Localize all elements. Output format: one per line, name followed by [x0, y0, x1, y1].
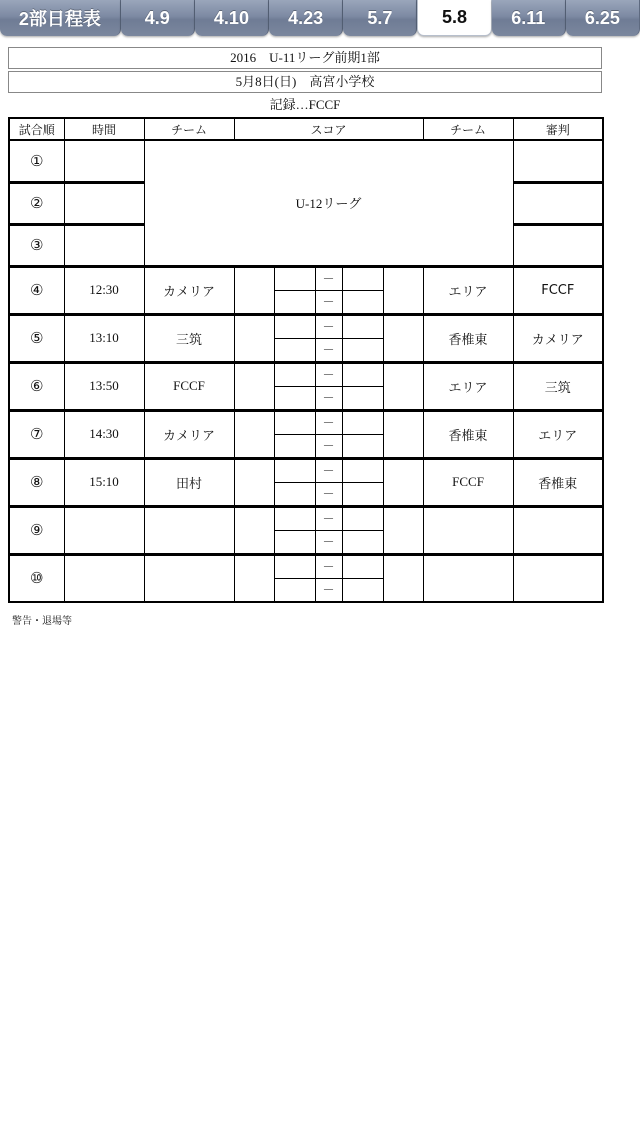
- score-a-first-half[interactable]: [274, 266, 315, 290]
- score-a-second-half[interactable]: [274, 434, 315, 458]
- league-title: 2016 U-11リーグ前期1部: [8, 47, 602, 69]
- table-row: [9, 554, 603, 578]
- score-a-second-half[interactable]: [274, 578, 315, 602]
- score-b-first-half[interactable]: [342, 362, 383, 386]
- score-team-a-total[interactable]: [234, 266, 274, 314]
- score-a-first-half[interactable]: [274, 362, 315, 386]
- score-team-a-total[interactable]: [234, 506, 274, 554]
- match-team-a: [144, 554, 234, 602]
- match-time: [64, 140, 144, 182]
- match-team-a: [144, 506, 234, 554]
- schedule-tab-bar: [0, 0, 640, 38]
- score-team-b-total[interactable]: [383, 410, 423, 458]
- score-team-a-total[interactable]: [234, 554, 274, 602]
- table-row: [9, 410, 603, 434]
- score-a-second-half[interactable]: [274, 482, 315, 506]
- header-team-b: チーム: [423, 118, 513, 140]
- score-dash: －: [315, 266, 342, 290]
- match-time: 13:10: [64, 314, 144, 362]
- score-team-b-total[interactable]: [383, 266, 423, 314]
- table-row: [9, 314, 603, 338]
- merged-league-cell: U-12リーグ: [144, 140, 513, 266]
- match-number: ⑩: [9, 554, 64, 602]
- score-dash: －: [315, 410, 342, 434]
- schedule-table: [8, 117, 604, 603]
- score-team-a-total[interactable]: [234, 314, 274, 362]
- score-b-second-half[interactable]: [342, 290, 383, 314]
- table-row: [9, 458, 603, 482]
- match-referee: カメリア: [513, 314, 603, 362]
- score-dash: －: [315, 458, 342, 482]
- match-time: 13:50: [64, 362, 144, 410]
- match-time: 14:30: [64, 410, 144, 458]
- match-team-b: エリア: [423, 362, 513, 410]
- score-a-first-half[interactable]: [274, 506, 315, 530]
- match-number: ②: [9, 182, 64, 224]
- match-number: ⑦: [9, 410, 64, 458]
- match-number: ③: [9, 224, 64, 266]
- score-a-first-half[interactable]: [274, 314, 315, 338]
- match-referee: [513, 182, 603, 224]
- score-b-second-half[interactable]: [342, 386, 383, 410]
- match-team-a: 田村: [144, 458, 234, 506]
- match-referee: 香椎東: [513, 458, 603, 506]
- table-row: [9, 266, 603, 290]
- match-referee: [513, 224, 603, 266]
- score-a-second-half[interactable]: [274, 338, 315, 362]
- match-team-a: 三筑: [144, 314, 234, 362]
- score-dash: －: [315, 290, 342, 314]
- match-number: ⑤: [9, 314, 64, 362]
- tab-date-6-11[interactable]: 6.11: [492, 0, 566, 36]
- score-dash: －: [315, 434, 342, 458]
- score-b-first-half[interactable]: [342, 458, 383, 482]
- score-a-first-half[interactable]: [274, 554, 315, 578]
- score-dash: －: [315, 314, 342, 338]
- score-team-b-total[interactable]: [383, 554, 423, 602]
- score-a-second-half[interactable]: [274, 530, 315, 554]
- match-team-a: カメリア: [144, 266, 234, 314]
- tab-date-5-7[interactable]: 5.7: [343, 0, 417, 36]
- match-time: [64, 506, 144, 554]
- score-b-second-half[interactable]: [342, 482, 383, 506]
- notes-label: 警告・退場等: [12, 616, 72, 627]
- score-a-second-half[interactable]: [274, 290, 315, 314]
- header-time: 時間: [64, 118, 144, 140]
- match-team-a: カメリア: [144, 410, 234, 458]
- tab-date-4-10[interactable]: 4.10: [195, 0, 269, 36]
- match-time: 12:30: [64, 266, 144, 314]
- score-dash: －: [315, 506, 342, 530]
- match-team-b: 香椎東: [423, 314, 513, 362]
- match-team-a: FCCF: [144, 362, 234, 410]
- tab-date-4-9[interactable]: 4.9: [121, 0, 195, 36]
- match-number: ⑧: [9, 458, 64, 506]
- score-dash: －: [315, 578, 342, 602]
- score-team-b-total[interactable]: [383, 506, 423, 554]
- match-referee: [513, 506, 603, 554]
- score-a-first-half[interactable]: [274, 410, 315, 434]
- score-dash: －: [315, 530, 342, 554]
- tab-date-4-23[interactable]: 4.23: [269, 0, 343, 36]
- score-b-second-half[interactable]: [342, 578, 383, 602]
- score-dash: －: [315, 386, 342, 410]
- match-number: ⑥: [9, 362, 64, 410]
- score-dash: －: [315, 482, 342, 506]
- score-team-a-total[interactable]: [234, 362, 274, 410]
- match-time: [64, 182, 144, 224]
- score-b-second-half[interactable]: [342, 530, 383, 554]
- score-team-b-total[interactable]: [383, 458, 423, 506]
- match-team-b: [423, 554, 513, 602]
- match-time: [64, 224, 144, 266]
- record-keeper: 記録…FCCF: [269, 97, 341, 112]
- match-team-b: エリア: [423, 266, 513, 314]
- score-team-b-total[interactable]: [383, 362, 423, 410]
- match-referee: [513, 140, 603, 182]
- score-a-second-half[interactable]: [274, 386, 315, 410]
- tab-date-6-25[interactable]: 6.25: [566, 0, 640, 36]
- match-referee: エリア: [513, 410, 603, 458]
- match-referee: [513, 554, 603, 602]
- match-referee: FCCF: [513, 266, 603, 314]
- match-number: ①: [9, 140, 64, 182]
- header-score: スコア: [234, 118, 423, 140]
- match-number: ⑨: [9, 506, 64, 554]
- table-row: [9, 140, 603, 182]
- score-dash: －: [315, 362, 342, 386]
- date-venue: 5月8日(日) 高宮小学校: [8, 71, 602, 93]
- match-team-b: 香椎東: [423, 410, 513, 458]
- header-referee: 審判: [513, 118, 603, 140]
- score-dash: －: [315, 338, 342, 362]
- score-b-first-half[interactable]: [342, 314, 383, 338]
- score-team-a-total[interactable]: [234, 458, 274, 506]
- score-b-first-half[interactable]: [342, 410, 383, 434]
- match-team-b: [423, 506, 513, 554]
- match-number: ④: [9, 266, 64, 314]
- header-team-a: チーム: [144, 118, 234, 140]
- score-b-second-half[interactable]: [342, 434, 383, 458]
- table-header-row: [9, 118, 603, 140]
- score-b-first-half[interactable]: [342, 554, 383, 578]
- score-b-second-half[interactable]: [342, 338, 383, 362]
- table-row: [9, 506, 603, 530]
- match-referee: 三筑: [513, 362, 603, 410]
- table-row: [9, 362, 603, 386]
- score-b-first-half[interactable]: [342, 506, 383, 530]
- match-time: [64, 554, 144, 602]
- score-b-first-half[interactable]: [342, 266, 383, 290]
- tab-date-5-8[interactable]: 5.8: [417, 0, 491, 36]
- tab-schedule-title[interactable]: 2部日程表: [0, 0, 121, 36]
- score-team-b-total[interactable]: [383, 314, 423, 362]
- score-dash: －: [315, 554, 342, 578]
- score-a-first-half[interactable]: [274, 458, 315, 482]
- schedule-table-wrap: [8, 117, 602, 603]
- match-time: 15:10: [64, 458, 144, 506]
- header-order: 試合順: [9, 118, 64, 140]
- score-team-a-total[interactable]: [234, 410, 274, 458]
- match-team-b: FCCF: [423, 458, 513, 506]
